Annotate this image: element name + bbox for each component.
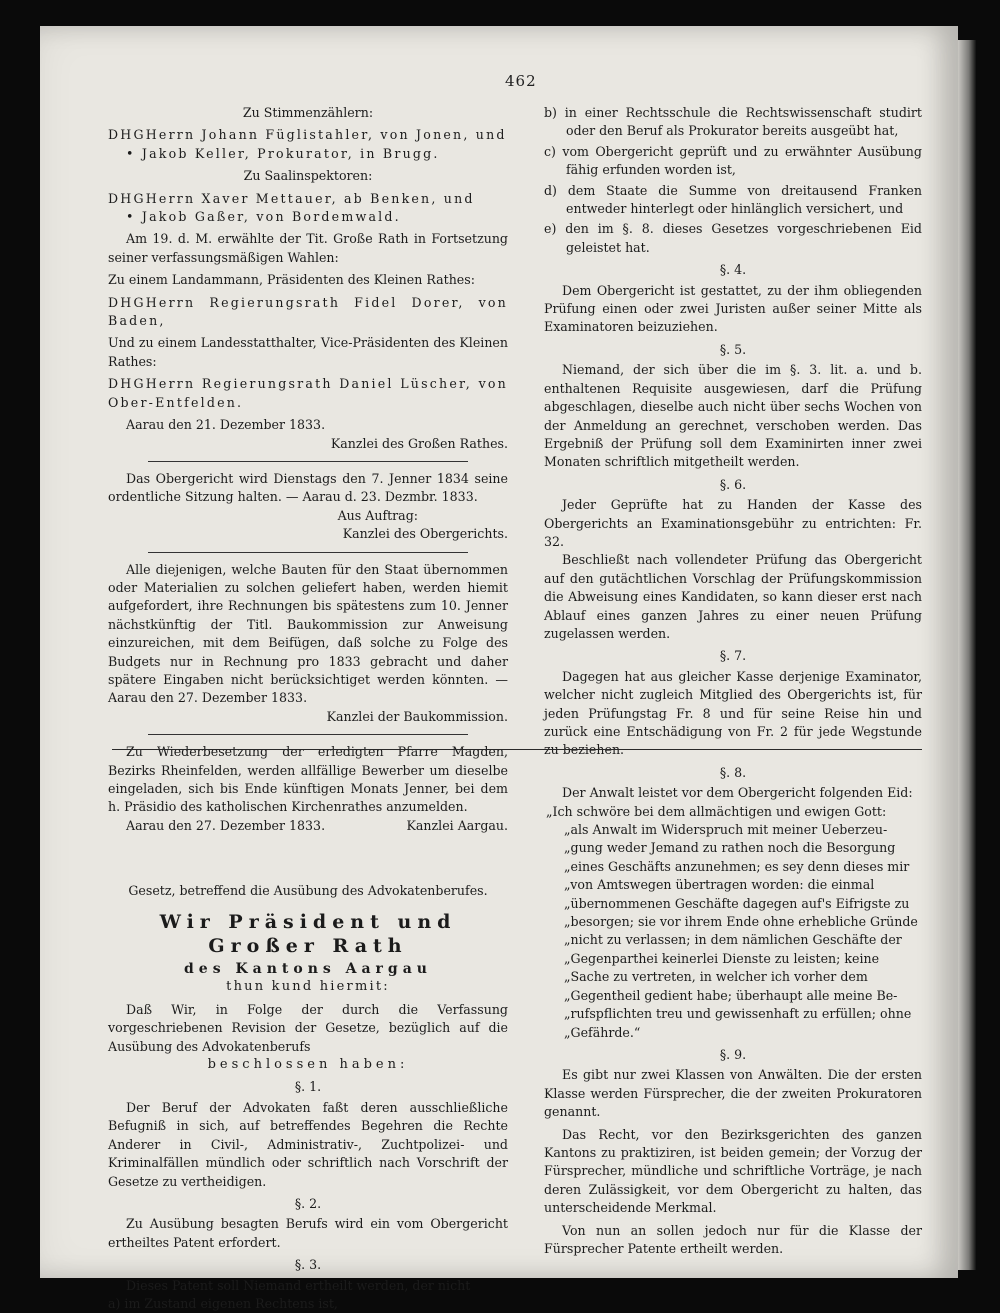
right-column xyxy=(544,104,922,1262)
section-3-item-d: d) dem Staate die Summe von dreitausend Franken entweder hinterlegt oder hinlänglich versichert, und xyxy=(544,182,922,217)
left-column xyxy=(108,104,508,1313)
divider xyxy=(148,552,468,553)
section-3-item-b: b) in einer Rechtsschule die Rechtswissenschaft studirt oder den Beruf als Prokurator bereits ausgeübt hat, xyxy=(544,105,922,139)
saalinspektoren-line-2: • Jakob Gaßer, von Bordemwald. xyxy=(126,209,401,225)
full-width-divider xyxy=(112,749,922,750)
landammann-heading: Zu einem Landammann, Präsidenten des Kleinen Rathes: xyxy=(108,272,475,288)
intro-paragraph: Daß Wir, in Folge der durch die Verfassung vorgeschriebenen Revision der Gesetze, bezüglich auf die Ausübung des Advokatenberufs xyxy=(108,1001,508,1054)
landammann-name: DHGHerrn Regierungsrath Fidel Dorer, von Baden, xyxy=(108,294,508,329)
section-5-heading: §. 5. xyxy=(719,341,747,357)
page-number: 462 xyxy=(505,72,537,90)
heading-kanton: des Kantons Aargau xyxy=(184,961,432,978)
section-3-heading: §. 3. xyxy=(294,1257,322,1273)
oath-line: „gung weder Jemand zu rathen noch die Besorgung xyxy=(564,840,896,856)
oath-line: „Ich schwöre bei dem allmächtigen und ewigen Gott: xyxy=(546,803,887,819)
heading-thun-kund: thun kund hiermit: xyxy=(226,979,390,995)
section-9-text-3: Von nun an sollen jedoch nur für die Klasse der Fürsprecher Patente ertheilt werden. xyxy=(544,1222,922,1256)
auftrag-line: Aus Auftrag: xyxy=(337,507,418,523)
oath-line: „nicht zu verlassen; in dem nämlichen Geschäfte der xyxy=(564,932,902,948)
oath-line: „übernommenen Geschäfte dagegen auf's Eifrigste zu xyxy=(564,895,910,911)
signature-kanzlei-baukommission: Kanzlei der Baukommission. xyxy=(326,708,508,724)
saalinspektoren-heading: Zu Saalinspektoren: xyxy=(243,168,373,184)
section-4-heading: §. 4. xyxy=(719,262,747,278)
section-6-text-2: Beschließt nach vollendeter Prüfung das Obergericht auf den gutächtlichen Vorschlag der Prüfungskommission die Abweisung eines Kandidaten, so kann dieser erst nach Ablauf eines ganzen Jahres zu einer neuen Prüfung zugelassen werden. xyxy=(544,552,922,641)
stimmenzaehler-heading: Zu Stimmenzählern: xyxy=(242,105,374,120)
heading-wir-praesident: Wir Präsident und Großer Rath xyxy=(159,911,457,958)
stimmenzaehler-line-1: DHGHerrn Johann Füglistahler, von Jonen, und xyxy=(108,127,507,143)
saalinspektoren-line-1: DHGHerrn Xaver Mettauer, ab Benken, und xyxy=(108,190,475,206)
section-7-text: Dagegen hat aus gleicher Kasse derjenige Examinator, welcher nicht zugleich Mitglied des Obergerichts ist, für jeden Prüfungstag Fr. 8 und für seine Reise hin und zurück eine Entschädigung von Fr. 2 für jede Wegstunde zu beziehen. xyxy=(544,668,922,758)
oath-line: „als Anwalt im Widerspruch mit meiner Ueberzeu- xyxy=(564,822,888,838)
stimmenzaehler-line-2: • Jakob Keller, Prokurator, in Brugg. xyxy=(126,145,440,161)
page-edge xyxy=(958,40,976,1270)
section-3-text: Dieses Patent soll Niemand ertheilt werden, der nicht xyxy=(126,1277,471,1293)
section-3-item-a: a) im Zustand eigenen Rechtens ist, xyxy=(108,1295,338,1311)
section-3-item-c: c) vom Obergericht geprüft und zu erwähnter Ausübung fähig erfunden worden ist, xyxy=(544,143,922,178)
section-9-text-2: Das Recht, vor den Bezirksgerichten des ganzen Kantons zu praktiziren, ist beiden gemein; der Vorzug der Fürsprecher, mündliche und schriftliche Vorträge, je nach deren Zulässigkeit, vor dem Obergericht zu halten, das unterscheidende Merkmal. xyxy=(544,1126,922,1216)
section-5-text: Niemand, der sich über die im §. 3. lit. a. und b. enthaltenen Requisite ausgewiesen, darf die Prüfung abgeschlagen, dieselbe auch nicht über sechs Wochen von der Anmeldung an gerechnet, verschoben werden. Das Ergebniß der Prüfung soll dem Examinirten inner zwei Monaten schriftlich mitgetheilt werden. xyxy=(544,362,922,470)
date-line-4: Aarau den 27. Dezember 1833. xyxy=(126,817,326,833)
oath-line: „besorgen; sie vor ihrem Ende ohne erhebliche Gründe xyxy=(564,914,918,930)
law-title: Gesetz, betreffend die Ausübung des Advokatenberufes. xyxy=(128,882,488,898)
section-3-item-e: e) den im §. 8. dieses Gesetzes vorgeschriebenen Eid geleistet hat. xyxy=(544,221,922,255)
section-6-text: Jeder Geprüfte hat zu Handen der Kasse des Obergerichts an Examinationsgebühr zu entrichten: Fr. 32. xyxy=(544,497,922,549)
bauten-notice: Alle diejenigen, welche Bauten für den Staat übernommen oder Materialien zu solchen geliefert haben, werden hiemit aufgefordert, ihre Rechnungen bis spätestens zum 10. Jenner nächstkünftig der Titl. Baukommission zur Anweisung einzureichen, mit dem Beifügen, daß solche zu Folge des Budgets nur in Rechnung pro 1833 gebracht und daher spätere Eingaben nicht berücksichtiget werden könnten. — Aarau den 27. Dezember 1833. xyxy=(108,561,508,706)
oath-line: „Gegenparthei keinerlei Dienste zu leisten; keine xyxy=(564,950,880,966)
section-2-text: Zu Ausübung besagten Berufs wird ein vom Obergericht ertheiltes Patent erfordert. xyxy=(108,1216,508,1250)
signature-kanzlei-aargau: Kanzlei Aargau. xyxy=(406,818,508,834)
oath-line: „Gegentheil gedient habe; überhaupt alle meine Be- xyxy=(564,987,898,1003)
beschlossen-heading: beschlossen haben: xyxy=(207,1057,409,1073)
section-7-heading: §. 7. xyxy=(719,648,747,664)
section-4-text: Dem Obergericht ist gestattet, zu der ihm obliegenden Prüfung einen oder zwei Juristen außer seiner Mitte als Examinatoren beizuziehen. xyxy=(544,282,922,335)
section-8-heading: §. 8. xyxy=(719,764,747,780)
section-1-heading: §. 1. xyxy=(294,1079,322,1095)
oath-line: „rufspflichten treu und gewissenhaft zu erfüllen; ohne xyxy=(564,1006,912,1022)
oath-line: „Gefährde.“ xyxy=(564,1024,641,1040)
signature-kanzlei-grosser-rath: Kanzlei des Großen Rathes. xyxy=(330,435,508,451)
section-6-heading: §. 6. xyxy=(719,476,747,492)
section-9-heading: §. 9. xyxy=(719,1046,747,1062)
section-2-heading: §. 2. xyxy=(294,1195,322,1211)
section-1-text: Der Beruf der Advokaten faßt deren ausschließliche Befugniß in sich, auf betreffendes Begehren die Rechte Anderer in Civil-, Administrativ-, Zuchtpolizei- und Kriminalfällen mündlich oder schriftlich nach Vorschrift der Gesetze zu vertheidigen. xyxy=(108,1099,508,1189)
oath-line: „Sache zu vertreten, in welcher ich vorher dem xyxy=(564,969,868,985)
date-line-1: Aarau den 21. Dezember 1833. xyxy=(126,417,326,433)
divider xyxy=(148,461,468,462)
oath-line: „von Amtswegen übertragen worden: die einmal xyxy=(564,877,875,893)
pfarre-notice: Zu Wiederbesetzung der erledigten Pfarre Magden, Bezirks Rheinfelden, werden allfällige Bewerber um dieselbe eingeladen, sich bis Ende künftigen Monats Jenner, bei dem h. Präsidio des katholischen Kirchenrathes anzumelden. xyxy=(108,744,508,815)
statthalter-name: DHGHerrn Regierungsrath Daniel Lüscher, von Ober-Entfelden. xyxy=(108,376,508,410)
signature-kanzlei-obergericht: Kanzlei des Obergerichts. xyxy=(342,526,508,542)
section-8-intro: Der Anwalt leistet vor dem Obergericht folgenden Eid: xyxy=(562,785,913,801)
wahl-paragraph: Am 19. d. M. erwählte der Tit. Große Rath in Fortsetzung seiner verfassungsmäßigen Wahlen: xyxy=(108,231,508,265)
obergericht-notice: Das Obergericht wird Dienstags den 7. Jenner 1834 seine ordentliche Sitzung halten. — Aarau d. 23. Dezmbr. 1833. xyxy=(108,470,508,505)
divider xyxy=(148,734,468,735)
statthalter-heading: Und zu einem Landesstatthalter, Vice-Präsidenten des Kleinen Rathes: xyxy=(108,335,508,369)
section-9-text: Es gibt nur zwei Klassen von Anwälten. Die der ersten Klasse werden Fürsprecher, die der zweiten Prokuratoren genannt. xyxy=(544,1067,922,1120)
oath-line: „eines Geschäfts anzunehmen; es sey denn dieses mir xyxy=(564,858,910,874)
